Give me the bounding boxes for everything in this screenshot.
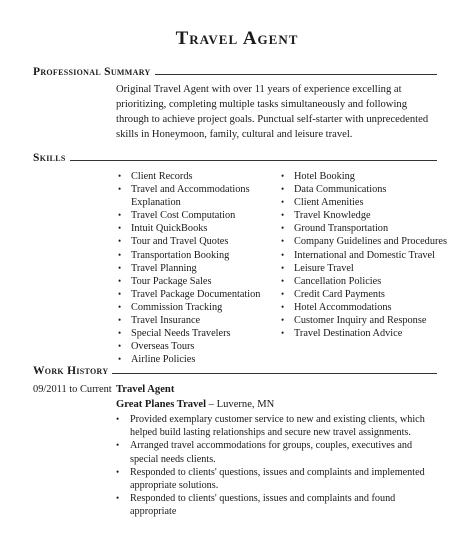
skill-item-text: Leisure Travel — [294, 262, 354, 274]
bullet-icon: • — [281, 249, 285, 260]
skill-item-text: Cancellation Policies — [294, 275, 382, 287]
employer-name: Great Planes Travel — [116, 399, 207, 410]
duty-item — [116, 413, 436, 439]
bullet-icon: • — [118, 275, 122, 286]
skill-item-text: Company Guidelines and Procedures — [294, 236, 447, 248]
skill-item-text: Special Needs Travelers — [131, 328, 231, 340]
skill-item — [281, 262, 451, 275]
skill-item — [118, 209, 268, 222]
skill-item-text: Customer Inquiry and Response — [294, 315, 427, 327]
skill-item-text: Credit Card Payments — [294, 288, 385, 300]
skill-item — [118, 170, 268, 183]
duty-item-text: Provided exemplary customer service to new and existing clients, which helped build lasting relationships and secure new travel assignments. — [130, 414, 425, 439]
job-dates: 09/2011 to Current — [33, 384, 112, 395]
section-divider — [155, 74, 437, 75]
bullet-icon: • — [118, 354, 122, 365]
bullet-icon: • — [118, 315, 122, 326]
skills-list-right — [281, 170, 451, 340]
duty-item-text: Responded to clients' questions, issues and complaints and implemented appropriate solutions. — [130, 466, 425, 492]
skill-item-text: Travel and Accommodations Explanation — [131, 184, 250, 209]
skill-item-text: Travel Knowledge — [294, 210, 371, 222]
section-divider — [112, 373, 437, 374]
skill-item — [118, 249, 268, 262]
bullet-icon: • — [118, 341, 122, 352]
bullet-icon: • — [116, 440, 120, 451]
skill-item-text: Ground Transportation — [294, 223, 389, 235]
duty-item — [116, 466, 436, 492]
skill-item-text: Travel Cost Computation — [131, 210, 236, 222]
skill-item-text: Travel Destination Advice — [294, 328, 403, 340]
skill-item-text: Travel Insurance — [131, 315, 201, 327]
bullet-icon: • — [118, 301, 122, 312]
skill-item — [281, 209, 451, 222]
skill-item-text: Overseas Tours — [131, 341, 195, 353]
bullet-icon: • — [118, 223, 122, 234]
skill-item — [281, 288, 451, 301]
skill-item-text: Client Amenities — [294, 197, 364, 209]
bullet-icon: • — [281, 184, 285, 195]
duty-item-text: Responded to clients' questions, issues and complaints and found appropriate — [130, 493, 396, 518]
skills-heading — [33, 152, 437, 164]
skills-list-left — [118, 170, 268, 366]
bullet-icon: • — [118, 184, 122, 195]
bullet-icon: • — [281, 275, 285, 286]
bullet-icon: • — [281, 171, 285, 181]
bullet-icon: • — [281, 301, 285, 312]
skill-item-text: Intuit QuickBooks — [131, 223, 208, 235]
bullet-icon: • — [118, 210, 122, 221]
bullet-icon: • — [281, 197, 285, 208]
skill-item-text: Tour Package Sales — [131, 275, 212, 287]
skill-item — [281, 249, 451, 262]
skill-item-text: Client Records — [131, 171, 193, 182]
bullet-icon: • — [118, 236, 122, 247]
skill-item — [118, 183, 268, 209]
section-label: Work History — [33, 365, 109, 377]
bullet-icon: • — [281, 236, 285, 247]
bullet-icon: • — [281, 328, 285, 339]
section-label: Professional Summary — [33, 66, 151, 78]
skill-item — [118, 288, 268, 301]
bullet-icon: • — [281, 315, 285, 326]
bullet-icon: • — [281, 262, 285, 273]
bullet-icon: • — [281, 288, 285, 299]
bullet-icon: • — [116, 493, 120, 504]
skill-item — [281, 275, 451, 288]
skill-item — [281, 222, 451, 235]
skill-item — [281, 235, 451, 248]
skill-item — [118, 262, 268, 275]
skill-item — [281, 314, 451, 327]
skill-item-text: Data Communications — [294, 184, 387, 196]
skill-item-text: Airline Policies — [131, 354, 196, 366]
skill-item-text: Tour and Travel Quotes — [131, 236, 229, 248]
skill-item-text: Travel Package Documentation — [131, 288, 261, 300]
bullet-icon: • — [281, 223, 285, 234]
skill-item — [118, 235, 268, 248]
bullet-icon: • — [116, 466, 120, 477]
job-title: Travel Agent — [116, 384, 175, 395]
bullet-icon: • — [118, 328, 122, 339]
work-history-heading — [33, 365, 437, 377]
skill-item-text: Commission Tracking — [131, 301, 223, 313]
skill-item — [118, 275, 268, 288]
bullet-icon: • — [118, 249, 122, 260]
summary-text: Original Travel Agent with over 11 years of experience excelling at prioritizing, completing multiple tasks simultaneously and following through to achieve project goals. Punctual self-starter with unprecedented skills in Honeymoon, family, cultural and leisure travel. — [116, 84, 429, 140]
skill-item — [281, 301, 451, 314]
section-label: Skills — [33, 152, 66, 164]
employer-location: – Luverne, MN — [206, 399, 275, 410]
skill-item-text: Hotel Accommodations — [294, 301, 392, 313]
bullet-icon: • — [118, 262, 122, 273]
bullet-icon: • — [281, 210, 285, 221]
bullet-icon: • — [116, 414, 120, 424]
skill-item — [281, 183, 451, 196]
professional-summary-heading — [33, 66, 437, 78]
skill-item — [118, 327, 268, 340]
skill-item-text: Transportation Booking — [131, 249, 230, 261]
bullet-icon: • — [118, 288, 122, 299]
skill-item — [281, 170, 451, 183]
employer-line — [116, 399, 274, 410]
section-divider — [70, 160, 437, 161]
skill-item — [118, 314, 268, 327]
skill-item-text: International and Domestic Travel — [294, 249, 435, 261]
bullet-icon: • — [118, 171, 122, 181]
skill-item — [118, 222, 268, 235]
skill-item-text: Hotel Booking — [294, 171, 355, 182]
duty-item — [116, 439, 436, 465]
skill-item — [281, 327, 451, 340]
skill-item — [281, 196, 451, 209]
duty-item-text: Arranged travel accommodations for groups, couples, executives and special needs clients. — [130, 440, 413, 465]
skill-item — [118, 301, 268, 314]
duty-item — [116, 492, 436, 518]
job-duties-list — [116, 413, 436, 519]
skill-item — [118, 340, 268, 353]
skill-item-text: Travel Planning — [131, 262, 197, 274]
resume-title: Travel Agent — [175, 28, 299, 49]
